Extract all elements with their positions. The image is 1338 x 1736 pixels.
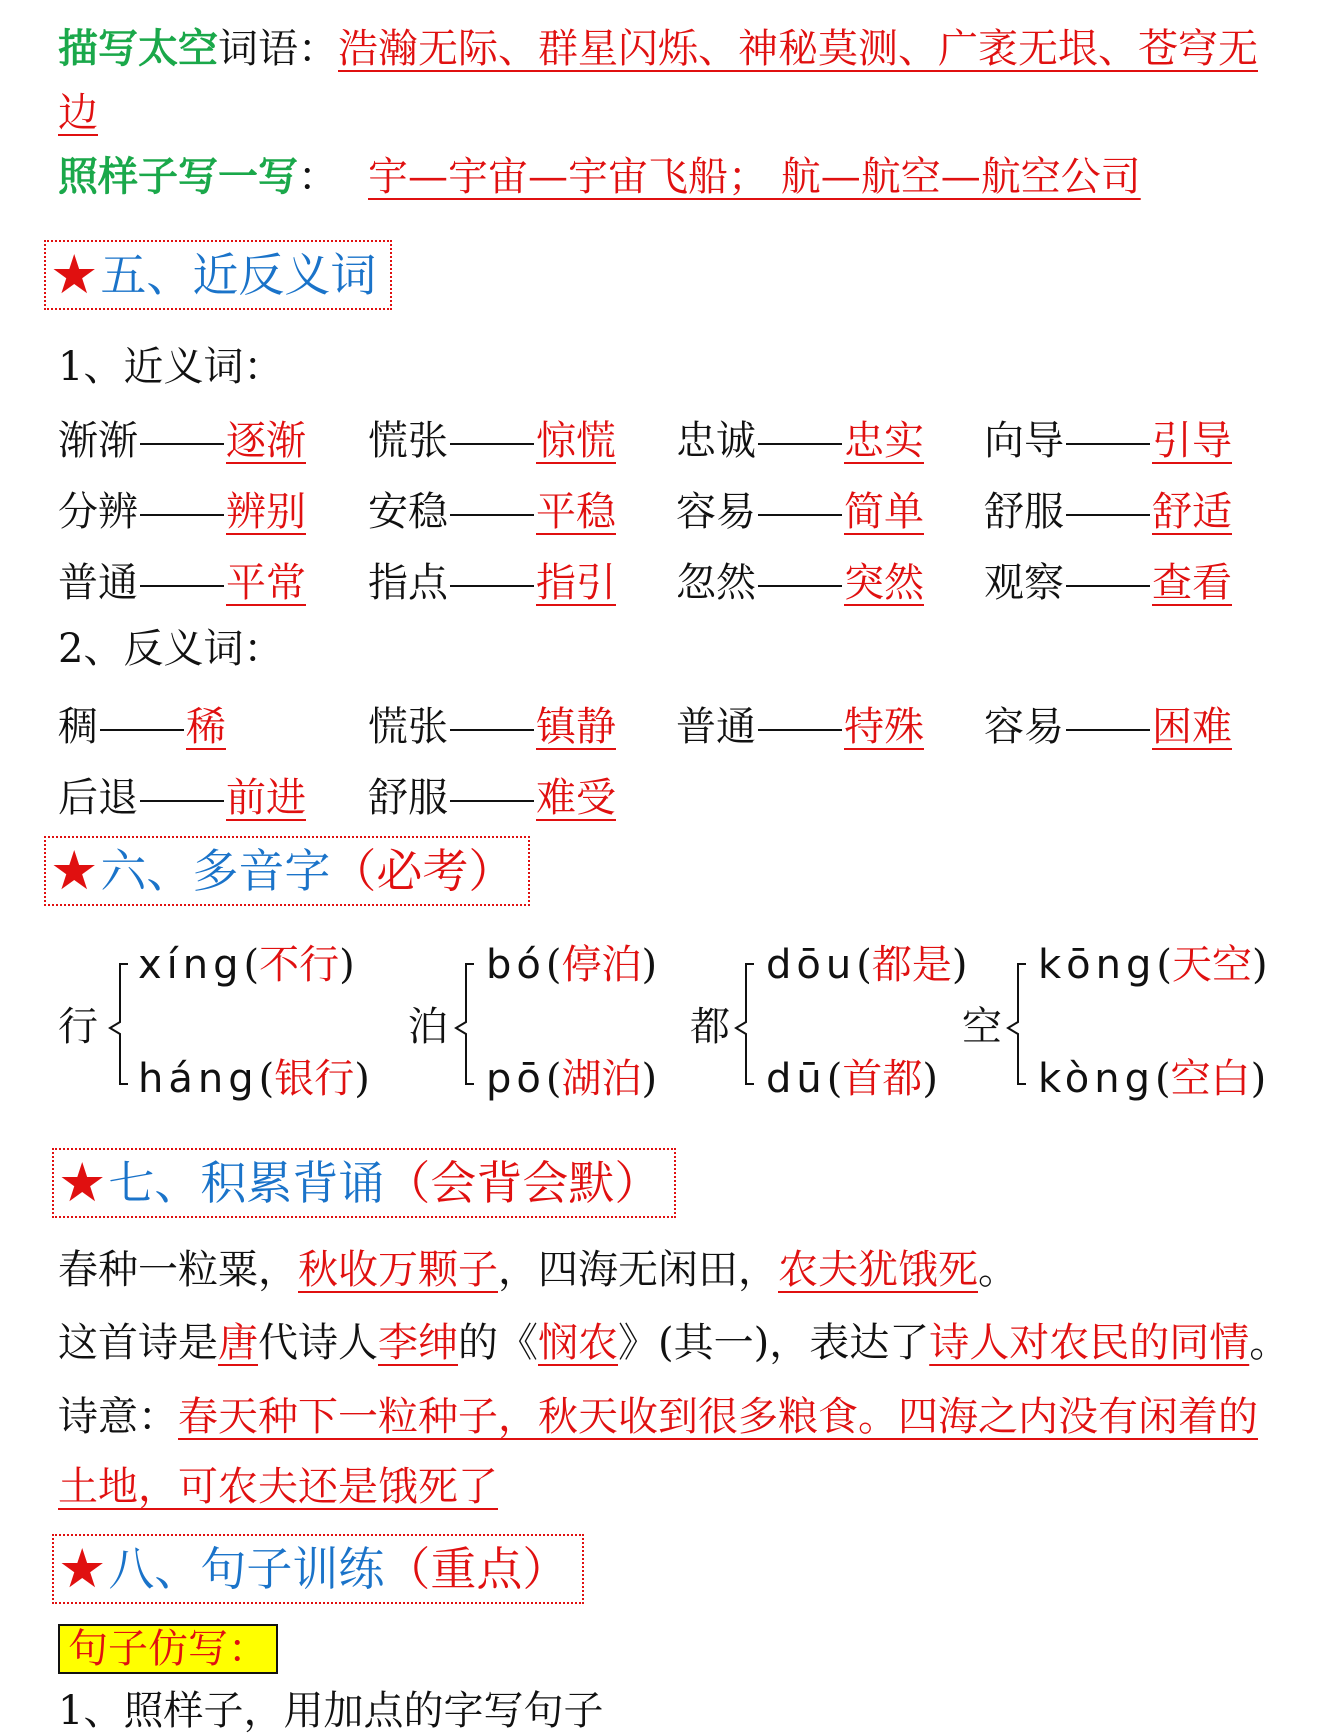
poem-answer: 农夫犹饿死 [778, 1247, 978, 1293]
answer-word: 引导 [1152, 418, 1232, 464]
reading-line [766, 1054, 938, 1104]
section7-title-wrap [108, 1153, 660, 1213]
paren: ) [1252, 942, 1268, 988]
dash-line [1066, 514, 1150, 516]
dash-line [450, 800, 534, 802]
word: 后退 [58, 775, 138, 821]
word: 向导 [984, 418, 1064, 464]
word-pair [676, 558, 924, 608]
word: 普通 [58, 560, 138, 606]
poem-text: 春种一粒粟， [58, 1247, 298, 1293]
reading-line [138, 1054, 370, 1104]
example-word: 天空 [1172, 942, 1252, 988]
answer-word: 镇静 [536, 704, 616, 750]
interp-line [58, 1392, 1258, 1442]
word-pair [984, 702, 1232, 752]
space-words-cont: 边 [58, 90, 98, 136]
poem-text: 。 [978, 1247, 1018, 1293]
dash-line [1066, 729, 1150, 731]
word-pair [368, 416, 616, 466]
brace-icon [1006, 960, 1030, 1090]
space-label: 描写太空 [58, 25, 218, 72]
pinyin: kòng [1038, 1056, 1155, 1102]
pinyin: dū [766, 1056, 827, 1102]
about-meaning: 诗人对农民的同情 [929, 1320, 1250, 1366]
dash-line [100, 729, 184, 731]
paren: ) [1250, 1056, 1267, 1102]
paren: ( [243, 942, 260, 988]
tag-line [58, 1624, 278, 1674]
answer-word: 前进 [226, 775, 306, 821]
dash-line [140, 443, 224, 445]
paren: ) [641, 1056, 658, 1102]
space-label-suffix: 词语： [218, 26, 338, 72]
paren: ) [951, 942, 968, 988]
about-poem-title: 悯农 [538, 1320, 618, 1366]
pinyin: bó [486, 942, 546, 988]
space-words: 浩瀚无际、群星闪烁、神秘莫测、广袤无垠、苍穹无 [338, 26, 1258, 72]
answer-word: 特殊 [844, 704, 924, 750]
word-pair [984, 487, 1232, 537]
example-word: 不行 [259, 942, 340, 988]
dash-line [140, 585, 224, 587]
example-colon: ： [298, 154, 338, 200]
section6-title-paren: （必考） [330, 844, 515, 898]
reading-line [138, 940, 355, 990]
section8-title: 八、句子训练 [108, 1542, 385, 1596]
section6-header [44, 836, 530, 906]
answer-word: 难受 [536, 775, 616, 821]
word: 指点 [368, 560, 448, 606]
interp-text: 春天种下一粒种子，秋天收到很多粮食。四海之内没有闲着的 [178, 1394, 1258, 1440]
polyphonic-char: 都 [690, 1004, 730, 1050]
paren: ( [1154, 1056, 1171, 1102]
word: 容易 [984, 704, 1064, 750]
poem-answer: 秋收万颗子 [298, 1247, 498, 1293]
section7-title-paren: （会背会默） [384, 1156, 661, 1210]
section6-title-wrap [100, 841, 514, 901]
brace-icon [108, 960, 132, 1090]
word: 舒服 [984, 489, 1064, 535]
interp-text-cont: 土地，可农夫还是饿死了 [58, 1464, 498, 1510]
answer-word: 辨别 [226, 489, 306, 535]
polyphonic-char: 行 [58, 1004, 98, 1050]
synonyms-title: 1、近义词： [58, 344, 284, 390]
answer-word: 困难 [1152, 704, 1232, 750]
word-pair [58, 487, 306, 537]
answer-word: 忠实 [844, 418, 924, 464]
interp-line2 [58, 1462, 498, 1512]
star-icon: ★ [58, 1151, 107, 1214]
space-words-line2 [58, 88, 98, 138]
word-pair [368, 773, 616, 823]
dash-line [1066, 585, 1150, 587]
sentence-imitation-tag: 句子仿写： [58, 1624, 278, 1674]
dash-line [450, 514, 534, 516]
paren: ) [339, 942, 355, 988]
word: 舒服 [368, 775, 448, 821]
example-word: 都是 [871, 942, 952, 988]
word-pair [676, 702, 924, 752]
example-line [58, 152, 1141, 202]
word: 观察 [984, 560, 1064, 606]
word: 忠诚 [676, 418, 756, 464]
paren: ( [826, 1056, 843, 1102]
word: 稠 [58, 704, 98, 750]
reading-line [1038, 940, 1268, 990]
answer-word: 惊慌 [536, 418, 616, 464]
brace-icon [734, 960, 758, 1090]
word-pair [58, 416, 306, 466]
about-text: 这首诗是 [58, 1320, 218, 1366]
answer-word: 查看 [1152, 560, 1232, 606]
about-text: 》(其一)，表达了 [618, 1320, 930, 1366]
pinyin: xíng [138, 942, 244, 988]
task-line: 1、照样子，用加点的字写句子 [58, 1688, 604, 1734]
section6-title: 六、多音字 [100, 844, 331, 898]
answer-word: 逐渐 [226, 418, 306, 464]
word: 慌张 [368, 418, 448, 464]
paren: ( [856, 942, 872, 988]
section5-title: 五、近反义词 [100, 248, 377, 302]
section5-header [44, 240, 392, 310]
space-words-line [58, 24, 1258, 74]
answer-word: 舒适 [1152, 489, 1232, 535]
interp-label: 诗意： [58, 1394, 178, 1440]
reading-line [766, 940, 967, 990]
dash-line [450, 729, 534, 731]
about-text: 。 [1249, 1320, 1290, 1366]
word-pair [58, 702, 226, 752]
about-poet: 李绅 [378, 1320, 458, 1366]
pinyin: dōu [766, 942, 857, 988]
example-word: 首都 [842, 1056, 923, 1102]
word-pair [676, 487, 924, 537]
word-pair [368, 558, 616, 608]
paren: ( [258, 1056, 275, 1102]
about-text: 代诗人 [258, 1320, 378, 1366]
dash-line [140, 800, 224, 802]
word: 安稳 [368, 489, 448, 535]
dash-line [140, 514, 224, 516]
section8-header [52, 1534, 584, 1604]
dash-line [450, 443, 534, 445]
pinyin: kōng [1038, 942, 1157, 988]
word: 普通 [676, 704, 756, 750]
pinyin: pō [486, 1056, 546, 1102]
polyphonic-char: 泊 [408, 1004, 448, 1050]
poem-text: ，四海无闲田， [498, 1247, 778, 1293]
word-pair [368, 702, 616, 752]
paren: ) [354, 1056, 370, 1102]
paren: ( [545, 1056, 562, 1102]
dash-line [758, 585, 842, 587]
poem-line [58, 1245, 1018, 1295]
about-dynasty: 唐 [218, 1320, 258, 1366]
example-word: 湖泊 [561, 1056, 642, 1102]
word: 慌张 [368, 704, 448, 750]
poem-about-line [58, 1318, 1289, 1368]
reading-line [486, 1054, 657, 1104]
reading-line [486, 940, 657, 990]
paren: ( [1156, 942, 1172, 988]
answer-word: 平常 [226, 560, 306, 606]
example-word: 银行 [274, 1056, 355, 1102]
dash-line [450, 585, 534, 587]
answer-word: 突然 [844, 560, 924, 606]
paren: ( [545, 942, 562, 988]
word-pair [58, 773, 306, 823]
word: 容易 [676, 489, 756, 535]
paren: ) [922, 1056, 938, 1102]
brace-icon [454, 960, 478, 1090]
word-pair [368, 487, 616, 537]
reading-line [1038, 1054, 1266, 1104]
polyphonic-char: 空 [962, 1004, 1002, 1050]
section7-header [52, 1148, 676, 1218]
example-answer: 宇—宇宙—宇宙飞船； 航—航空—航空公司 [368, 154, 1141, 200]
answer-word: 指引 [536, 560, 616, 606]
dash-line [758, 443, 842, 445]
example-label: 照样子写一写 [58, 153, 298, 200]
word: 分辨 [58, 489, 138, 535]
star-icon: ★ [50, 243, 99, 306]
word: 忽然 [676, 560, 756, 606]
section8-title-paren: （重点） [384, 1542, 569, 1596]
dash-line [758, 514, 842, 516]
word-pair [58, 558, 306, 608]
about-text: 的《 [458, 1320, 538, 1366]
dash-line [1066, 443, 1150, 445]
paren: ) [641, 942, 658, 988]
word: 渐渐 [58, 418, 138, 464]
word-pair [984, 416, 1232, 466]
dash-line [758, 729, 842, 731]
answer-word: 简单 [844, 489, 924, 535]
star-icon: ★ [58, 1537, 107, 1600]
word-pair [984, 558, 1232, 608]
answer-word: 稀 [186, 704, 226, 750]
star-icon: ★ [50, 839, 99, 902]
antonyms-title: 2、反义词： [58, 626, 284, 672]
pinyin: háng [138, 1056, 259, 1102]
example-word: 停泊 [561, 942, 642, 988]
answer-word: 平稳 [536, 489, 616, 535]
example-word: 空白 [1170, 1056, 1251, 1102]
word-pair [676, 416, 924, 466]
section8-title-wrap [108, 1539, 568, 1599]
section7-title: 七、积累背诵 [108, 1156, 385, 1210]
